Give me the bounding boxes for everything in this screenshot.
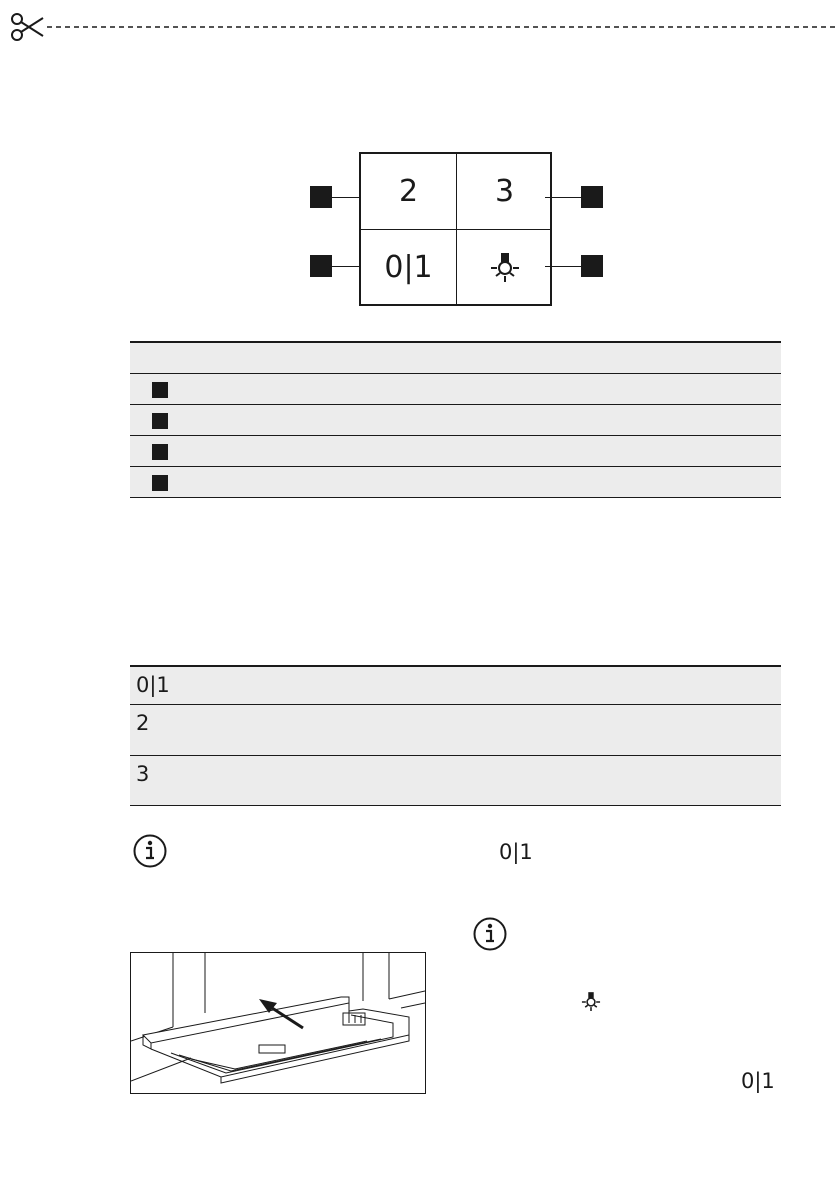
- function-table: [130, 341, 781, 498]
- speed-symbol: 2: [136, 711, 150, 735]
- table-row: [130, 436, 781, 467]
- table-row: [130, 467, 781, 498]
- light-bulb-icon: [580, 991, 602, 1013]
- control-panel: [359, 152, 552, 306]
- pull-out-hood-drawing: [131, 953, 425, 1093]
- speed-table: [130, 665, 781, 806]
- table-row: [130, 705, 781, 756]
- on-off-symbol: 0|1: [136, 673, 170, 697]
- scissors-icon: [12, 14, 43, 40]
- callout-square: [152, 382, 168, 398]
- hood-illustration: [130, 952, 426, 1094]
- speed-3-key: 3: [494, 174, 515, 209]
- table-row: [130, 667, 781, 705]
- callout-marker: [581, 255, 603, 277]
- cut-line: [9, 12, 839, 42]
- callout-marker: [310, 255, 332, 277]
- callout-square: [152, 475, 168, 491]
- speed-2-key: 2: [398, 174, 419, 209]
- on-off-symbol: 0|1: [499, 840, 533, 864]
- callout-square: [152, 413, 168, 429]
- on-off-key: 0|1: [384, 250, 433, 285]
- on-off-symbol: 0|1: [741, 1069, 775, 1093]
- speed-symbol: 3: [136, 762, 150, 786]
- table-row: [130, 374, 781, 405]
- light-key: [457, 230, 552, 305]
- table-row: [130, 405, 781, 436]
- light-bulb-icon: [488, 251, 522, 285]
- info-icon: [133, 834, 167, 868]
- info-icon: [473, 917, 507, 951]
- table-header: [130, 341, 781, 374]
- callout-marker: [310, 186, 332, 208]
- table-row: [130, 756, 781, 806]
- callout-marker: [581, 186, 603, 208]
- callout-square: [152, 444, 168, 460]
